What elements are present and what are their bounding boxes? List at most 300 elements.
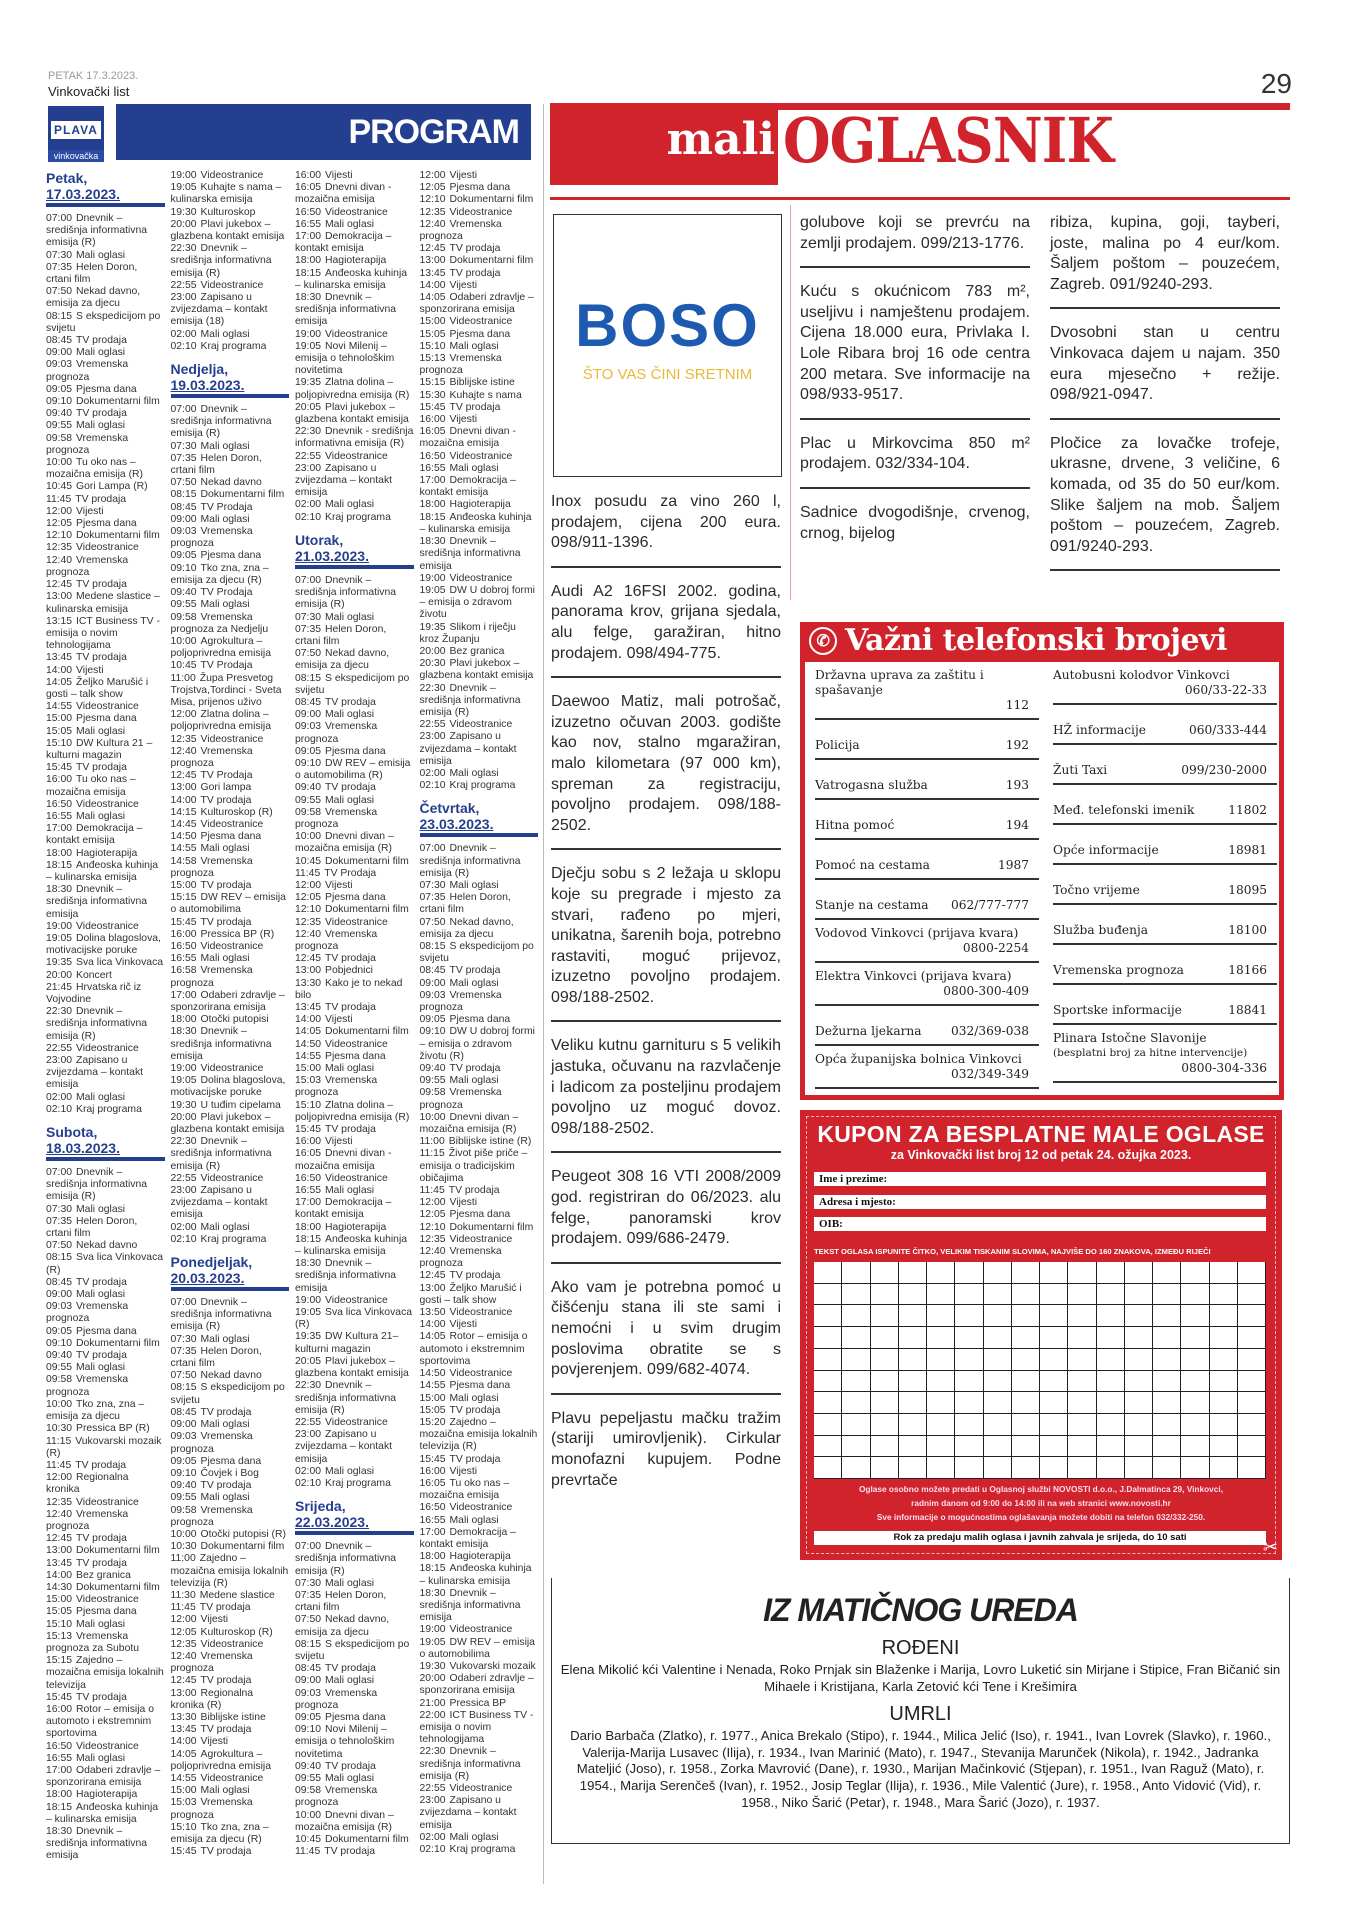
program-entry [171, 660, 290, 672]
entry-time: 19:00 [46, 920, 73, 932]
coupon-deadline: Rok za predaju malih oglasa i javnih zahvala je srijeda, do 10 sati [814, 1531, 1266, 1545]
letter-cell[interactable] [1068, 1436, 1096, 1458]
letter-cell[interactable] [955, 1436, 983, 1458]
letter-cell[interactable] [1012, 1349, 1040, 1371]
entry-title: Odaberi zdravlje – sponzorirana emisija [419, 1673, 534, 1697]
entry-title: TV prodaja [200, 794, 252, 806]
entry-title: Vremenska prognoza [46, 1301, 129, 1325]
entry-time: 08:45 [170, 501, 197, 513]
letter-cell[interactable] [1068, 1457, 1096, 1479]
letter-cell[interactable] [1153, 1457, 1181, 1479]
letter-cell[interactable] [984, 1305, 1012, 1327]
program-entry [420, 1063, 539, 1075]
letter-cell[interactable] [1097, 1392, 1125, 1414]
day-date: 17.03.2023. [46, 186, 120, 202]
letter-cell[interactable] [1153, 1327, 1181, 1349]
program-entry [46, 1789, 165, 1801]
program-entry [420, 207, 539, 219]
entry-time: 19:00 [295, 328, 322, 340]
letter-cell[interactable] [1068, 1305, 1096, 1327]
program-entry [46, 359, 165, 383]
letter-cell[interactable] [871, 1284, 899, 1306]
letter-cell[interactable] [1012, 1414, 1040, 1436]
letter-cell[interactable] [899, 1349, 927, 1371]
letter-cell[interactable] [1181, 1371, 1209, 1393]
letter-cell[interactable] [814, 1371, 842, 1393]
program-entry [171, 807, 290, 819]
letter-cell[interactable] [984, 1284, 1012, 1306]
letter-cell[interactable] [1040, 1284, 1068, 1306]
letter-cell[interactable] [1210, 1349, 1238, 1371]
entry-time: 09:00 [295, 709, 322, 721]
program-entry [46, 335, 165, 347]
letter-cell[interactable] [814, 1305, 842, 1327]
letter-cell[interactable] [955, 1349, 983, 1371]
letter-cell[interactable] [1068, 1392, 1096, 1414]
program-entry [46, 738, 165, 762]
letter-cell[interactable] [984, 1436, 1012, 1458]
letter-cell[interactable] [1210, 1414, 1238, 1436]
entry-time: 22:55 [46, 1042, 73, 1054]
ads-column-1 [551, 492, 781, 1503]
letter-cell[interactable] [871, 1349, 899, 1371]
letter-cell[interactable] [1097, 1349, 1125, 1371]
letter-cell[interactable] [1238, 1305, 1266, 1327]
logo-sub: vinkovačka [48, 150, 104, 162]
letter-cell[interactable] [814, 1457, 842, 1479]
letter-cell[interactable] [899, 1284, 927, 1306]
letter-cell[interactable] [1125, 1436, 1153, 1458]
entry-title: DW U dobroj formi – emisija o zdravom životu (R) [419, 1026, 535, 1062]
letter-cell[interactable] [1153, 1414, 1181, 1436]
program-entry [295, 1675, 414, 1687]
ads-column-2 [800, 213, 1030, 556]
letter-cell[interactable] [899, 1457, 927, 1479]
program-entry [171, 965, 290, 989]
entry-title: Pjesma dana [200, 831, 262, 843]
entry-time: 23:00 [295, 1429, 322, 1441]
letter-cell[interactable] [1097, 1371, 1125, 1393]
letter-cell[interactable] [1097, 1414, 1125, 1436]
letter-cell[interactable] [1181, 1414, 1209, 1436]
letter-cell[interactable] [842, 1262, 870, 1284]
entry-time: 16:55 [295, 1185, 322, 1197]
entry-time: 02:10 [419, 1844, 446, 1856]
letter-cell[interactable] [842, 1414, 870, 1436]
entry-title: Medene slastice [199, 1589, 275, 1601]
entry-title: Hagioterapija [76, 1789, 138, 1801]
letter-cell[interactable] [927, 1284, 955, 1306]
entry-time: 10:45 [46, 481, 73, 493]
entry-title: TV prodaja [200, 916, 252, 928]
phone-label: Sportske informacije [1053, 1003, 1182, 1017]
entry-time: 07:35 [295, 623, 322, 635]
entry-title: Mali oglasi [76, 810, 126, 822]
phone-number: 194 [1005, 818, 1029, 832]
phone-row [1053, 789, 1277, 825]
letter-cell[interactable] [1040, 1349, 1068, 1371]
letter-cell[interactable] [1238, 1327, 1266, 1349]
program-entry [420, 1710, 539, 1747]
letter-cell[interactable] [814, 1436, 842, 1458]
classified-ad: golubove koji se prevrću na zemlji prodajem. 099/213-1776. [800, 213, 1030, 268]
program-entry [420, 1270, 539, 1282]
letter-cell[interactable] [1097, 1436, 1125, 1458]
letter-cell[interactable] [1097, 1457, 1125, 1479]
entry-title: Pjesma dana [325, 1711, 386, 1723]
address-field[interactable]: Adresa i mjesto: [814, 1195, 1266, 1209]
entry-title: Mali oglasi [449, 1514, 499, 1526]
letter-cell[interactable] [1210, 1436, 1238, 1458]
letter-cell[interactable] [1012, 1262, 1040, 1284]
letter-cell[interactable] [1181, 1457, 1209, 1479]
entry-title: Mali oglasi [76, 1203, 126, 1215]
letter-cell[interactable] [927, 1457, 955, 1479]
entry-title: Kraj programa [200, 340, 267, 352]
phone-label: Vremenska prognoza [1053, 963, 1184, 977]
letter-cell[interactable] [1238, 1349, 1266, 1371]
program-entry [295, 463, 414, 500]
letter-cell[interactable] [1125, 1414, 1153, 1436]
entry-time: 22:30 [295, 1380, 322, 1392]
entry-time: 07:30 [46, 249, 73, 261]
letter-cell[interactable] [984, 1262, 1012, 1284]
letter-cell[interactable] [1210, 1457, 1238, 1479]
program-entry [46, 1277, 165, 1289]
letter-cell[interactable] [927, 1327, 955, 1349]
letter-cell[interactable] [1012, 1371, 1040, 1393]
letter-cell[interactable] [1012, 1392, 1040, 1414]
letter-cell[interactable] [1012, 1305, 1040, 1327]
entry-time: 15:00 [295, 1063, 322, 1075]
letter-cell[interactable] [1210, 1305, 1238, 1327]
letter-cell[interactable] [1040, 1371, 1068, 1393]
entry-time: 12:40 [419, 218, 446, 230]
letter-cell[interactable] [955, 1392, 983, 1414]
letter-cell[interactable] [899, 1436, 927, 1458]
program-entry [171, 1297, 290, 1334]
phone-label: Hitna pomoć [815, 818, 895, 832]
letter-cell[interactable] [814, 1349, 842, 1371]
entry-title: DW Kultura 21 – kulturni magazin [46, 737, 153, 761]
program-entry [295, 219, 414, 231]
letter-cell[interactable] [1238, 1262, 1266, 1284]
letter-cell[interactable] [1068, 1349, 1096, 1371]
letter-cell[interactable] [1238, 1284, 1266, 1306]
entry-time: 22:30 [419, 682, 446, 694]
program-entry [171, 1112, 290, 1136]
letter-cell[interactable] [842, 1436, 870, 1458]
letter-cell[interactable] [1125, 1305, 1153, 1327]
letter-cell[interactable] [842, 1392, 870, 1414]
entry-time: 09:10 [295, 757, 322, 769]
letter-cell[interactable] [899, 1392, 927, 1414]
day-date: 23.03.2023. [419, 816, 494, 833]
letter-cell[interactable] [814, 1262, 842, 1284]
entry-time: 13:45 [46, 652, 73, 664]
letter-cell[interactable] [984, 1327, 1012, 1349]
entry-time: 15:45 [46, 762, 73, 774]
letter-cell[interactable] [1097, 1262, 1125, 1284]
letter-cell[interactable] [871, 1414, 899, 1436]
program-entry [171, 243, 290, 280]
program-entry [420, 1014, 539, 1026]
letter-cell[interactable] [1153, 1262, 1181, 1284]
letter-cell[interactable] [927, 1392, 955, 1414]
entry-time: 23:00 [170, 292, 197, 304]
entry-title: Videostranice [449, 572, 513, 584]
program-entry [295, 1331, 414, 1355]
entry-time: 15:10 [295, 1099, 322, 1111]
letter-cell[interactable] [1153, 1349, 1181, 1371]
entry-time: 09:03 [170, 1431, 197, 1443]
letter-cell[interactable] [984, 1371, 1012, 1393]
letter-cell[interactable] [1181, 1327, 1209, 1349]
letter-cell[interactable] [1153, 1371, 1181, 1393]
letter-cell[interactable] [1040, 1457, 1068, 1479]
entry-time: 09:10 [170, 1467, 197, 1479]
program-entry [46, 1338, 165, 1350]
letter-cell[interactable] [1125, 1327, 1153, 1349]
letter-cell[interactable] [1012, 1284, 1040, 1306]
letter-cell[interactable] [842, 1349, 870, 1371]
letter-cell[interactable] [1153, 1305, 1181, 1327]
entry-time: 09:58 [295, 806, 322, 818]
program-entry [46, 860, 165, 884]
entry-time: 09:40 [295, 1760, 322, 1772]
program-entry [295, 1185, 414, 1197]
entry-title: Vijesti [325, 879, 353, 891]
letter-cell[interactable] [1238, 1371, 1266, 1393]
letter-cell[interactable] [871, 1436, 899, 1458]
letter-cell[interactable] [1181, 1349, 1209, 1371]
program-entry [420, 1454, 539, 1466]
letter-cell[interactable] [842, 1327, 870, 1349]
name-field[interactable]: Ime i prezime: [814, 1172, 1266, 1186]
entry-title: Videostranice [449, 1624, 513, 1636]
letter-cell[interactable] [1181, 1284, 1209, 1306]
letter-cell[interactable] [1012, 1457, 1040, 1479]
letter-cell[interactable] [1181, 1436, 1209, 1458]
entry-time: 20:00 [419, 1673, 446, 1685]
letter-cell[interactable] [899, 1371, 927, 1393]
letter-cell[interactable] [1040, 1436, 1068, 1458]
letter-cell[interactable] [1125, 1457, 1153, 1479]
phone-number: 032/349-349 [950, 1067, 1029, 1081]
entry-title: Videostranice [200, 279, 264, 291]
letter-cell[interactable] [955, 1457, 983, 1479]
letter-cell[interactable] [1238, 1414, 1266, 1436]
entry-title: Vremenska prognoza [295, 1687, 378, 1711]
letter-cell[interactable] [1125, 1284, 1153, 1306]
entry-title: Videostranice [76, 1740, 139, 1752]
letter-cell[interactable] [1068, 1414, 1096, 1436]
letter-cell[interactable] [1012, 1327, 1040, 1349]
letter-cell[interactable] [955, 1414, 983, 1436]
letter-cell[interactable] [1125, 1392, 1153, 1414]
entry-title: Dnevnik – središnja informativna emisija (R) [295, 1541, 397, 1577]
letter-cell[interactable] [1040, 1392, 1068, 1414]
day-name: Subota, [46, 1124, 98, 1141]
letter-cell[interactable] [871, 1371, 899, 1393]
program-entry [420, 341, 539, 353]
letter-cell[interactable] [955, 1371, 983, 1393]
program-entry [171, 1026, 290, 1063]
entry-time: 18:30 [419, 1587, 446, 1599]
letter-cell[interactable] [955, 1327, 983, 1349]
letter-cell[interactable] [984, 1414, 1012, 1436]
letter-cell[interactable] [1125, 1371, 1153, 1393]
letter-cell[interactable] [1068, 1262, 1096, 1284]
letter-cell[interactable] [955, 1305, 983, 1327]
entry-time: 07:35 [295, 1589, 322, 1601]
letter-cell[interactable] [1097, 1327, 1125, 1349]
letter-cell[interactable] [984, 1457, 1012, 1479]
letter-cell[interactable] [1068, 1284, 1096, 1306]
entry-title: Vremenska prognoza [170, 1504, 253, 1528]
letter-cell[interactable] [1068, 1327, 1096, 1349]
entry-title: Dnevnik – središnja informativna emisija (R) [170, 243, 272, 279]
letter-cell[interactable] [1181, 1392, 1209, 1414]
program-entry [171, 734, 290, 746]
letter-cell[interactable] [871, 1262, 899, 1284]
letter-cell[interactable] [1097, 1305, 1125, 1327]
oib-field[interactable]: OIB: [814, 1217, 1266, 1231]
program-entry [420, 1673, 539, 1697]
letter-cell[interactable] [1153, 1284, 1181, 1306]
entry-title: Videostranice [449, 450, 513, 462]
letter-cell[interactable] [927, 1349, 955, 1371]
oglasnik-title-small: mali [666, 114, 775, 165]
letter-cell[interactable] [814, 1414, 842, 1436]
entry-time: 08:45 [295, 696, 322, 708]
letter-cell[interactable] [927, 1414, 955, 1436]
entry-time: 13:00 [46, 1545, 73, 1557]
program-entry [171, 207, 290, 219]
letter-cell[interactable] [899, 1305, 927, 1327]
letter-cell[interactable] [927, 1262, 955, 1284]
letter-cell[interactable] [1040, 1327, 1068, 1349]
entry-time: 20:00 [46, 969, 73, 981]
letter-cell[interactable] [871, 1305, 899, 1327]
entry-title: Dnevnik – središnja informativna emisija (R) [295, 1380, 397, 1416]
entry-title: Agrokultura – poljoprivredna emisija [170, 635, 271, 660]
letter-cell[interactable] [1125, 1262, 1153, 1284]
entry-title: Dnevnik – središnja informativna emisija [46, 884, 148, 920]
letter-cell[interactable] [927, 1371, 955, 1393]
program-entry [420, 646, 539, 658]
letter-cell[interactable] [1210, 1284, 1238, 1306]
entry-title: Odaberi zdravlje – sponzorirana emisija [170, 989, 285, 1013]
program-entry [171, 1419, 290, 1431]
letter-cell[interactable] [842, 1457, 870, 1479]
letter-cell[interactable] [899, 1327, 927, 1349]
entry-title: Dolina blagoslova, motivacijske poruke [46, 932, 161, 957]
letter-cell[interactable] [871, 1392, 899, 1414]
letter-cell[interactable] [1210, 1327, 1238, 1349]
letter-cell[interactable] [871, 1457, 899, 1479]
program-entry [171, 636, 290, 660]
entry-title: TV prodaja [76, 1533, 127, 1545]
entry-time: 20:05 [295, 1355, 322, 1367]
letter-cell[interactable] [1181, 1262, 1209, 1284]
letter-cell[interactable] [955, 1262, 983, 1284]
entry-time: 12:35 [419, 1233, 446, 1245]
program-entry [46, 494, 165, 506]
letter-cell[interactable] [984, 1392, 1012, 1414]
letter-cell[interactable] [871, 1327, 899, 1349]
entry-time: 13:00 [170, 782, 197, 794]
letter-cell[interactable] [1238, 1392, 1266, 1414]
letter-cell[interactable] [1125, 1349, 1153, 1371]
letter-cell[interactable] [842, 1371, 870, 1393]
letter-cell[interactable] [1210, 1262, 1238, 1284]
entry-title: Tko zna, zna – emisija za djecu (R) [170, 562, 269, 586]
program-entry [420, 843, 539, 880]
phone-number: 192 [1005, 738, 1029, 752]
letter-cell[interactable] [1068, 1371, 1096, 1393]
letter-cell[interactable] [1040, 1305, 1068, 1327]
letter-cell[interactable] [927, 1436, 955, 1458]
program-entry [295, 255, 414, 267]
program-entry [171, 182, 290, 206]
letter-cell[interactable] [842, 1284, 870, 1306]
program-entry [295, 758, 414, 782]
letter-cell[interactable] [1040, 1414, 1068, 1436]
letter-cell[interactable] [1040, 1262, 1068, 1284]
letter-cell[interactable] [814, 1284, 842, 1306]
program-entry [420, 1624, 539, 1636]
letter-cell[interactable] [814, 1327, 842, 1349]
page-divider [543, 104, 544, 1884]
entry-time: 15:45 [46, 1691, 73, 1703]
entry-title: Dokumentarni film [76, 1337, 160, 1349]
letter-grid[interactable] [814, 1262, 1266, 1479]
letter-cell[interactable] [1153, 1392, 1181, 1414]
program-entry [46, 481, 165, 493]
entry-time: 11:45 [170, 1602, 196, 1614]
entry-title: Regionalna kronika [46, 1472, 129, 1496]
letter-cell[interactable] [1012, 1436, 1040, 1458]
program-entry [295, 1380, 414, 1417]
letter-cell[interactable] [1097, 1284, 1125, 1306]
letter-cell[interactable] [1181, 1305, 1209, 1327]
letter-cell[interactable] [955, 1284, 983, 1306]
entry-time: 11:15 [46, 1435, 72, 1447]
letter-cell[interactable] [814, 1392, 842, 1414]
phone-row [1053, 949, 1277, 985]
entry-time: 09:10 [295, 1724, 322, 1736]
letter-cell[interactable] [842, 1305, 870, 1327]
letter-cell[interactable] [899, 1262, 927, 1284]
entry-time: 19:35 [419, 621, 446, 633]
letter-cell[interactable] [1238, 1457, 1266, 1479]
letter-cell[interactable] [899, 1414, 927, 1436]
letter-cell[interactable] [984, 1349, 1012, 1371]
entry-time: 07:30 [46, 1203, 73, 1215]
letter-cell[interactable] [1153, 1436, 1181, 1458]
entry-time: 14:00 [295, 1014, 322, 1026]
letter-cell[interactable] [1210, 1371, 1238, 1393]
letter-cell[interactable] [1210, 1392, 1238, 1414]
letter-cell[interactable] [1238, 1436, 1266, 1458]
entry-title: Videostranice [200, 940, 264, 952]
letter-cell[interactable] [927, 1305, 955, 1327]
entry-title: Zlatna dolina – poljoprivredna emisija [170, 709, 271, 733]
day-date: 22.03.2023. [295, 1514, 369, 1531]
entry-time: 19:05 [295, 1307, 322, 1319]
program-entry [46, 555, 165, 579]
